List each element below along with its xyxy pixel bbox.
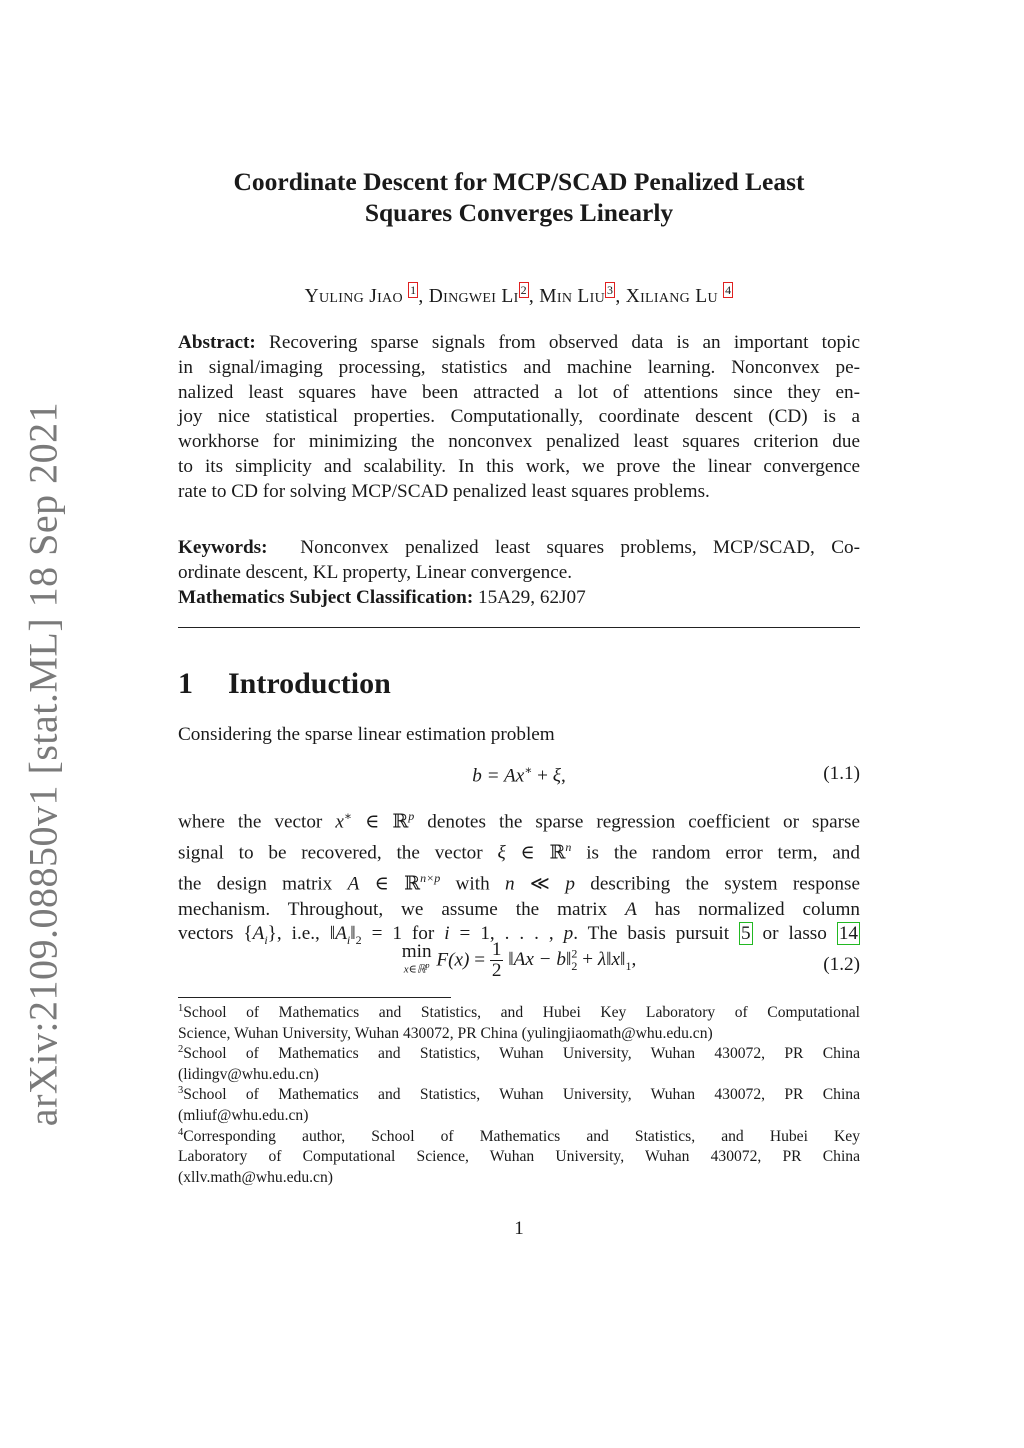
msc-value: 15A29, 62J07 [478, 586, 586, 608]
equation-1-2 [178, 940, 860, 990]
footnote-link[interactable]: 2 [520, 283, 527, 297]
intro-sentence: Considering the sparse linear estimation problem [178, 724, 555, 745]
abstract-line: joy nice statistical properties. Computationally, coordinate descent (CD) is a [178, 406, 860, 428]
abstract-line: workhorse for minimizing the nonconvex penalized least squares criterion due [178, 431, 860, 453]
abstract-line: rate to CD for solving MCP/SCAD penalized least squares problems. [178, 480, 710, 502]
author-name: Xiliang Lu [625, 286, 718, 307]
footnote-line: Laboratory of Computational Science, Wuhan University, Wuhan 430072, PR China [178, 1148, 860, 1166]
abstract-label: Abstract: [178, 332, 256, 353]
title-line-1: Coordinate Descent for MCP/SCAD Penalized Least [233, 167, 805, 196]
arxiv-stamp [0, 0, 66, 1448]
keywords-line: ordinate descent, KL property, Linear convergence. [178, 561, 573, 583]
equation-body: min x∈ℝ$^p$ F(x) = $\frac{1}{2}$ ‖Ax − b‖$^2_2$ + $\lambda‖x‖_1$, [401, 939, 637, 981]
footnote-line: $^1$School of Mathematics and Statistics, and Hubei Key Laboratory of Computational [178, 1003, 860, 1021]
title-line-2: Squares Converges Linearly [364, 198, 674, 227]
abstract-line: Abstract: Recovering sparse signals from observed data is an important topic [178, 332, 861, 353]
keywords-label: Keywords: [178, 537, 268, 558]
equation-tag: (1.2) [823, 954, 860, 975]
section-number: 1 [178, 667, 193, 700]
footnote-line: (mliuf@whu.edu.cn) [178, 1106, 309, 1124]
keywords-line: Keywords: Nonconvex penalized least squares problems, MCP/SCAD, Co- [178, 537, 861, 558]
equation-tag: (1.1) [823, 763, 860, 784]
citation-link[interactable]: 5 [741, 923, 751, 945]
section-heading [178, 667, 391, 701]
author-separator: , [418, 286, 429, 307]
author-separator: , [615, 286, 626, 307]
footnote-link[interactable]: 3 [607, 283, 614, 297]
section-title: Introduction [228, 667, 391, 700]
divider [178, 627, 860, 628]
author-separator: , [528, 286, 540, 307]
arxiv-identifier: arXiv:2109.08850v1 [stat.ML] 18 Sep 2021 [20, 401, 66, 1127]
paper-title [178, 166, 860, 228]
intro-paragraph: where the vector x∗ ∈ ℝ$^p$ denotes the sparse regression coefficient or sparse signal to be recovered, the vector ξ ∈ ℝ$^n$ is the random error term, and the design matrix A ∈ ℝ$^{n\times p}$ with n ≪ p describing the system response mechanism. Throughout, we assume the matrix A has normalized column vectors $\{A_i\}$, i.e., $‖A_i‖_2 = 1$ for i = 1, . . . , p. The basis pursuit 5 or lasso 14 [178, 809, 861, 948]
abstract-line: in signal/imaging processing, statistics and machine learning. Nonconvex pe- [178, 356, 860, 378]
footnote-line: $^2$School of Mathematics and Statistics, Wuhan University, Wuhan 430072, PR China [178, 1044, 860, 1063]
footnote-link[interactable]: 1 [410, 283, 417, 297]
footnote-rule [178, 997, 451, 998]
footnote-line: Science, Wuhan University, Wuhan 430072, PR China (yulingjiaomath@whu.edu.cn) [178, 1024, 713, 1042]
keywords [178, 536, 860, 610]
footnotes [178, 1003, 860, 1188]
abstract [178, 331, 860, 505]
abstract-line: nalized least squares have been attracted a lot of attentions since they en- [178, 381, 860, 403]
msc-label: Mathematics Subject Classification: [178, 586, 474, 608]
author-list [178, 284, 860, 308]
footnote-line: (lidingv@whu.edu.cn) [178, 1065, 319, 1083]
footnote-line: (xllv.math@whu.edu.cn) [178, 1168, 333, 1186]
citation-link[interactable]: 14 [838, 923, 858, 945]
footnote-line: $^4$Corresponding author, School of Mathematics and Statistics, and Hubei Key [178, 1126, 860, 1145]
footnote-line: $^3$School of Mathematics and Statistics, Wuhan University, Wuhan 430072, PR China [178, 1085, 860, 1104]
author-name: Min Liu [539, 286, 606, 307]
equation-1-1 [178, 763, 860, 789]
page-number: 1 [514, 1218, 524, 1239]
msc-line [178, 586, 860, 611]
author-name: Yuling Jiao [304, 286, 403, 307]
footnote-link[interactable]: 4 [725, 283, 732, 297]
abstract-line: to its simplicity and scalability. In this work, we prove the linear convergence [178, 455, 860, 477]
equation-body: b = Ax∗ + ξ, [472, 763, 566, 787]
author-name: Dingwei Li [428, 286, 519, 307]
